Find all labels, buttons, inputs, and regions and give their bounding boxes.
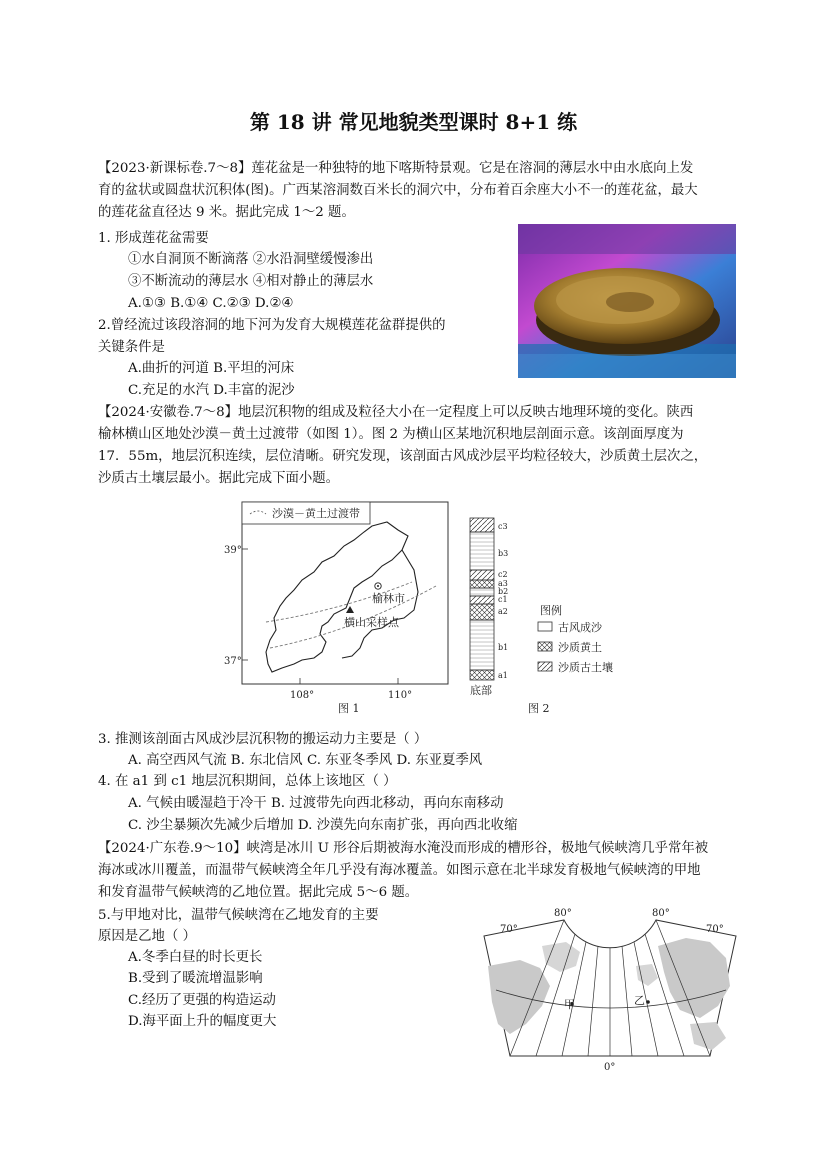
- fig1-legend-label: 沙漠－黄土过渡带: [272, 507, 360, 520]
- q5-choice-c: C.经历了更强的构造运动: [128, 993, 276, 1008]
- fig2-layer-c1: c1: [498, 595, 508, 604]
- fig2-layer-c3: c3: [498, 522, 508, 531]
- q1-options-line1: ①水自洞顶不断滴落 ②水沿洞壁缓慢渗出: [128, 252, 374, 267]
- map2-yi-label: 乙: [634, 994, 645, 1007]
- fig2-legend-item-3: 沙质古土壤: [558, 661, 613, 674]
- q1-choices: A.①③ B.①④ C.②③ D.②④: [128, 296, 294, 311]
- fig2-column: [470, 518, 494, 680]
- q3-stem: 3. 推测该剖面古风成沙层沉积物的搬运动力主要是（ ）: [98, 732, 428, 747]
- intro3-line2: 海冰或冰川覆盖，而温带气候峡湾全年几乎没有海冰覆盖。如图示意在北半球发育极地气候峡湾的甲地: [98, 863, 701, 878]
- map2-lon-80-right: 80°: [652, 908, 670, 919]
- map2-lat-70-right: 70°: [706, 924, 724, 935]
- map2-jia-label: 甲: [564, 998, 575, 1011]
- q5-stem-line1: 5.与甲地对比，温带气候峡湾在乙地发育的主要: [98, 908, 379, 923]
- fig1-city-label: 榆林市: [372, 592, 405, 605]
- intro1-line3: 的莲花盆直径达 9 米。据此完成 1～2 题。: [98, 205, 355, 220]
- fig2-layer-b3: b3: [498, 549, 509, 558]
- legend-swatch-sand: [538, 622, 552, 631]
- intro2-line4: 沙质古土壤层最小。据此完成下面小题。: [98, 471, 340, 486]
- intro1-line2: 育的盆状或圆盘状沉积体(图)。广西某溶洞数百米长的洞穴中，分布着百余座大小不一的莲花盆，最大: [98, 183, 698, 198]
- intro3-line1: 【2024·广东卷.9～10】峡湾是冰川 U 形谷后期被海水淹没而形成的槽形谷，极地气候峡湾几乎常年被: [98, 841, 709, 856]
- map2-lat-70-left: 70°: [500, 924, 518, 935]
- intro2-line3: 17．55m，地层沉积连续，层位清晰。研究发现，该剖面古风成沙层平均粒径较大，沙质黄土层次之，: [98, 449, 708, 464]
- fig2-layer-a2: a2: [498, 607, 508, 616]
- map2-lon-0: 0°: [604, 1062, 616, 1073]
- fig1-caption: 图 1: [338, 702, 360, 715]
- fig2-layer-b1: b1: [498, 643, 509, 652]
- figure-1-2: [222, 500, 642, 726]
- fig2-legend-item-1: 古风成沙: [558, 621, 602, 634]
- intro2-line1: 【2024·安徽卷.7～8】地层沉积物的组成及粒径大小在一定程度上可以反映古地理环境的变化。陕西: [98, 405, 694, 420]
- hengshan-site-marker: [346, 606, 354, 613]
- yi-marker: [646, 1000, 650, 1004]
- q5-choice-b: B.受到了暖流增温影响: [128, 971, 263, 986]
- q4-choices-line1: A. 气候由暖湿趋于冷干 B. 过渡带先向西北移动，再向东南移动: [128, 796, 504, 811]
- fig2-layer-a1: a1: [498, 671, 508, 680]
- q1-options-line2: ③不断流动的薄层水 ④相对静止的薄层水: [128, 274, 374, 289]
- q2-choices-line1: A.曲折的河道 B.平坦的河床: [128, 361, 295, 376]
- q4-stem: 4. 在 a1 到 c1 地层沉积期间，总体上该地区（ ）: [98, 774, 397, 789]
- q5-choice-d: D.海平面上升的幅度更大: [128, 1014, 277, 1029]
- q1-stem: 1. 形成莲花盆需要: [98, 231, 209, 246]
- page-title: 第 18 讲 常见地貌类型课时 8+1 练: [249, 110, 578, 134]
- q4-choices-line2: C. 沙尘暴频次先减少后增加 D. 沙漠先向东南扩张，再向西北收缩: [128, 818, 518, 833]
- fig1-lat-39: 39°: [224, 545, 242, 556]
- fig2-legend-item-2: 沙质黄土: [558, 641, 602, 654]
- fig2-bottom-label: 底部: [470, 684, 492, 697]
- intro1-line1: 【2023·新课标卷.7～8】莲花盆是一种独特的地下喀斯特景观。它是在溶洞的薄层水中由水底向上发: [98, 161, 694, 176]
- q3-choices: A. 高空西风气流 B. 东北信风 C. 东亚冬季风 D. 东亚夏季风: [128, 753, 483, 768]
- fig1-site-label: 横山采样点: [344, 616, 399, 629]
- polar-fjord-map: [480, 906, 740, 1078]
- q2-stem-line2: 关键条件是: [98, 340, 165, 355]
- q2-choices-line2: C.充足的水汽 D.丰富的泥沙: [128, 383, 295, 398]
- legend-swatch-loess: [538, 642, 552, 651]
- map2-lon-80-left: 80°: [554, 908, 572, 919]
- fig2-layer-a3: a3: [498, 579, 508, 588]
- intro3-line3: 和发育温带气候峡湾的乙地位置。据此完成 5～6 题。: [98, 885, 419, 900]
- fig1-lon-110: 110°: [388, 690, 413, 701]
- fig2-legend-title: 图例: [540, 604, 562, 617]
- q2-stem-line1: 2.曾经流过该段溶洞的地下河为发育大规模莲花盆群提供的: [98, 318, 446, 333]
- fig2-caption: 图 2: [528, 702, 550, 715]
- fig1-frame: [242, 502, 448, 684]
- fig1-lat-37: 37°: [224, 656, 242, 667]
- fig2-layer-b2: b2: [498, 587, 509, 596]
- q5-choice-a: A.冬季白昼的时长更长: [128, 950, 263, 965]
- q5-stem-line2: 原因是乙地（ ）: [98, 929, 196, 944]
- intro2-line2: 榆林横山区地处沙漠－黄土过渡带（如图 1）。图 2 为横山区某地沉积地层剖面示意。该剖面厚度为: [98, 427, 684, 442]
- legend-swatch-paleosol: [538, 662, 552, 671]
- lotus-basin-photo: [518, 224, 736, 378]
- fig1-lon-108: 108°: [290, 690, 315, 701]
- fig2-layer-c2: c2: [498, 570, 508, 579]
